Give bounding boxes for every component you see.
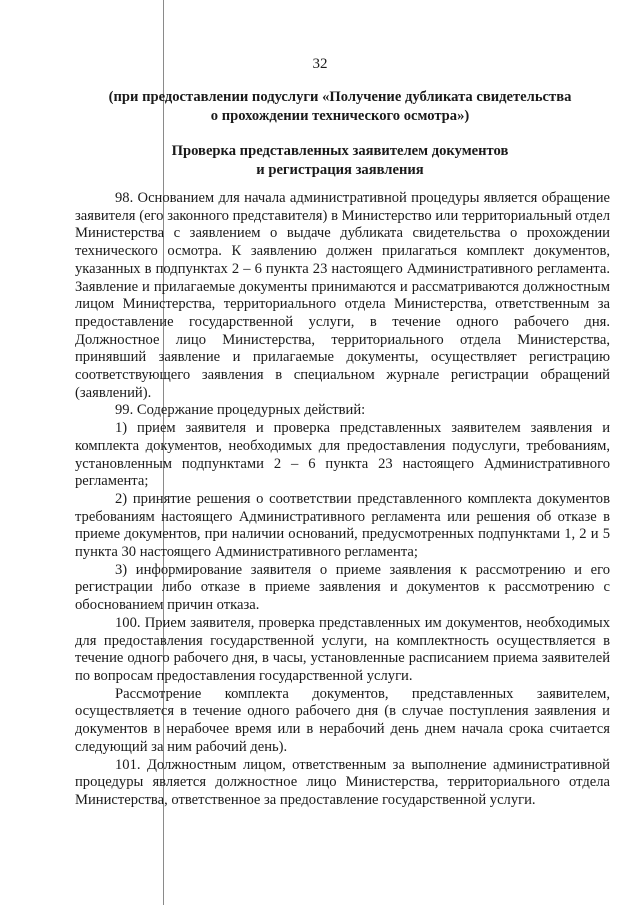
section-title-line-2: и регистрация заявления — [256, 162, 424, 178]
paragraph-100-continued: Рассмотрение комплекта документов, представленных заявителем, осуществляется в течение одного рабочего дня (в случае поступления заявления и документов в нерабочее время или в нерабочий день днем начала срока считается следующий за ним рабочий день). — [75, 685, 610, 755]
subservice-heading-line-2: о прохождении технического осмотра») — [210, 108, 470, 124]
paragraph-99-item-2: 2) принятие решения о соответствии представленного комплекта документов требованиям настоящего Административного регламента или решения об отказе в приеме документов, при наличии оснований, предусмотренных подпунктами 1, 2 и 5 пункта 30 настоящего Административного регламента; — [75, 490, 610, 561]
paragraph-99-item-1: 1) прием заявителя и проверка представленных заявителем заявления и комплекта документов, необходимых для предоставления подуслуги, требованиям, установленным подпунктами 2 – 6 пункта 23 настоящего Административного регламента; — [75, 420, 610, 490]
section-title — [120, 142, 560, 180]
subservice-heading-line-1: (при предоставлении подуслуги «Получение дубликата свидетельства — [108, 89, 572, 105]
paragraph-99: 99. Содержание процедурных действий: — [115, 402, 366, 419]
paragraph-99-item-3: 3) информирование заявителя о приеме заявления к рассмотрению и его регистрации либо отказе в приеме заявления и документов к рассмотрению с обоснованием причин отказа. — [75, 561, 610, 614]
page-number: 32 — [312, 56, 328, 72]
paragraph-100: 100. Прием заявителя, проверка представленных им документов, необходимых для предоставления государственной услуги, на комплектность осуществляется в течение одного рабочего дня, в часы, установленные расписанием приема заявителей по вопросам предоставления государственной услуги. — [75, 614, 610, 684]
paragraph-101: 101. Должностным лицом, ответственным за выполнение административной процедуры является должностное лицо Министерства, территориального отдела Министерства, ответственное за предоставление государственной услуги. — [75, 756, 610, 808]
paragraph-98: 98. Основанием для начала административной процедуры является обращение заявителя (его законного представителя) в Министерство или территориальный отдел Министерства с заявлением о выдаче дубликата свидетельства о прохождении технического осмотра. К заявлению должен прилагаться комплект документов, указанных в подпунктах 2 – 6 пункта 23 настоящего Административного регламента. Заявление и прилагаемые документы принимаются и рассматриваются должностным лицом Министерства, территориального отдела Министерства, ответственным за предоставление государственной услуги, в течение одного рабочего дня. Должностное лицо Министерства, территориального отдела Министерства, принявший заявление и прилагаемые документы, осуществляет регистрацию соответствующего заявления в специальном журнале регистрации обращений (заявлений). — [75, 190, 610, 401]
section-title-line-1: Проверка представленных заявителем документов — [171, 143, 509, 159]
body-text — [75, 190, 610, 810]
subservice-heading — [100, 88, 580, 126]
